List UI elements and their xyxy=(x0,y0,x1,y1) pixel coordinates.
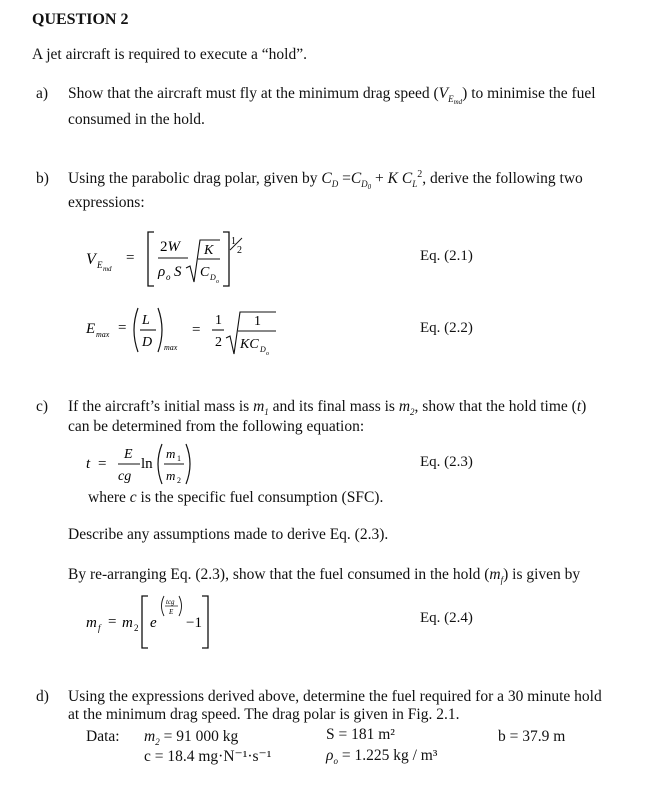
svg-text:1: 1 xyxy=(215,313,222,328)
t-symbol: t xyxy=(576,398,582,415)
svg-text:ρ: ρ xyxy=(158,264,166,280)
data-b: b = 37.9 m xyxy=(498,728,566,745)
v-symbol: V xyxy=(438,85,449,102)
part-a-label: a) xyxy=(36,85,49,102)
svg-text:L: L xyxy=(142,313,150,328)
part-c-text-post: , show that the hold time ( xyxy=(414,398,577,415)
data-rho: $\rho_o = 1.225$ kg / m³ xyxy=(326,747,438,766)
svg-text:2: 2 xyxy=(177,476,181,485)
equation-2-3 xyxy=(80,438,240,488)
svg-text:m: m xyxy=(166,446,176,461)
svg-text:2: 2 xyxy=(134,623,139,633)
svg-text:o: o xyxy=(266,351,269,357)
v-subscript: E xyxy=(448,94,454,104)
part-c-text-end: ) xyxy=(581,398,587,415)
svg-text:=: = xyxy=(108,614,117,630)
svg-text:S: S xyxy=(174,264,182,280)
rearrange-text-post: ) is given by xyxy=(503,566,581,583)
svg-text:o: o xyxy=(166,272,171,282)
data-label: Data: xyxy=(86,728,120,745)
part-c-line1 xyxy=(68,398,586,416)
part-c-label: c) xyxy=(36,398,49,415)
rearrange-line xyxy=(68,566,580,584)
part-b-label: b) xyxy=(36,170,49,187)
equation-2-1 xyxy=(80,226,270,292)
svg-text:1: 1 xyxy=(254,314,261,329)
svg-text:E: E xyxy=(124,447,133,462)
svg-text:=: = xyxy=(192,322,201,338)
svg-text:m: m xyxy=(86,615,97,631)
where-line xyxy=(88,489,383,507)
svg-text:cg: cg xyxy=(118,469,132,484)
part-b-text-post: , derive the following two xyxy=(422,170,583,187)
svg-text:2: 2 xyxy=(237,245,242,256)
svg-text:tcg: tcg xyxy=(166,598,175,606)
drag-polar-formula: $C_D =C_{D0} + K$ $C_L^2$ xyxy=(321,169,423,191)
mf-subscript: f xyxy=(500,575,504,585)
part-c-line2: can be determined from the following equation: xyxy=(68,418,365,435)
eq-2-4-ref: Eq. (2.4) xyxy=(420,610,473,626)
svg-text:f: f xyxy=(98,623,101,633)
eq-2-2-ref: Eq. (2.2) xyxy=(420,320,473,336)
svg-text:m: m xyxy=(166,468,176,483)
svg-text:o: o xyxy=(216,279,219,285)
svg-text:m: m xyxy=(122,615,133,631)
question-heading: QUESTION 2 xyxy=(32,11,129,28)
part-c-text-pre: If the aircraft’s initial mass is xyxy=(68,398,254,415)
data-s: S = 181 m² xyxy=(326,726,395,743)
svg-text:1: 1 xyxy=(177,454,181,463)
svg-text:e: e xyxy=(150,615,157,631)
equation-2-2 xyxy=(80,300,290,362)
m2-symbol: m xyxy=(398,398,411,415)
svg-text:E: E xyxy=(97,260,103,270)
m1-subscript: 1 xyxy=(264,407,269,417)
svg-text:=: = xyxy=(98,456,107,472)
mf-symbol: m xyxy=(489,566,501,583)
part-a-text-post: ) to minimise the fuel xyxy=(462,85,596,102)
part-d-line2: at the minimum drag speed. The drag polar is given in Fig. 2.1. xyxy=(68,706,460,723)
part-a-line1 xyxy=(68,85,596,106)
svg-text:=: = xyxy=(118,320,127,336)
svg-text:K: K xyxy=(204,243,214,258)
equation-2-4 xyxy=(80,590,230,652)
part-a-text-pre: Show that the aircraft must fly at the minimum drag speed ( xyxy=(68,85,439,102)
rearrange-text-pre: By re-arranging Eq. (2.3), show that the fuel consumed in the hold ( xyxy=(68,566,490,583)
data-c: c = 18.4 mg·N⁻¹·s⁻¹ xyxy=(144,748,272,765)
m1-symbol: m xyxy=(253,398,265,415)
svg-text:V: V xyxy=(86,251,96,268)
data-rho-value: = 1.225 kg / m³ xyxy=(341,747,438,764)
svg-text:D: D xyxy=(142,335,153,350)
svg-text:D: D xyxy=(210,273,216,282)
svg-text:t: t xyxy=(86,456,91,472)
part-d-label: d) xyxy=(36,688,49,705)
part-b-line2: expressions: xyxy=(68,194,145,211)
svg-text:E: E xyxy=(169,608,174,616)
assumptions-text: Describe any assumptions made to derive Eq. (2.3). xyxy=(68,526,389,543)
svg-text:−1: −1 xyxy=(186,615,202,631)
data-m2: $m_2 = 91$ 000 kg xyxy=(144,728,239,747)
m2-subscript: 2 xyxy=(410,407,415,417)
where-text-post: is the specific fuel consumption (SFC). xyxy=(136,489,384,506)
data-m2-value: = 91 000 kg xyxy=(163,728,239,745)
svg-text:E: E xyxy=(86,321,96,337)
svg-text:max: max xyxy=(164,343,178,352)
svg-text:ln: ln xyxy=(141,456,153,472)
svg-text:1: 1 xyxy=(231,236,236,247)
svg-text:2W: 2W xyxy=(160,239,180,255)
c-symbol: c xyxy=(129,489,137,506)
intro-text: A jet aircraft is required to execute a “hold”. xyxy=(32,46,307,63)
svg-text:md: md xyxy=(103,265,112,273)
eq-2-1-ref: Eq. (2.1) xyxy=(420,248,473,264)
part-a-line2: consumed in the hold. xyxy=(68,111,205,128)
svg-text:=: = xyxy=(126,250,135,266)
where-text-pre: where xyxy=(88,489,130,506)
part-b-line1 xyxy=(68,169,583,191)
part-c-text-mid: and its final mass is xyxy=(268,398,399,415)
part-b-text-pre: Using the parabolic drag polar, given by xyxy=(68,170,322,187)
v-subsubscript: md xyxy=(453,98,463,106)
svg-text:max: max xyxy=(96,330,110,339)
svg-text:2: 2 xyxy=(215,335,222,350)
eq-2-3-ref: Eq. (2.3) xyxy=(420,454,473,470)
svg-text:C: C xyxy=(200,265,210,280)
part-d-line1: Using the expressions derived above, determine the fuel required for a 30 minute hold xyxy=(68,688,602,705)
svg-text:KC: KC xyxy=(240,337,259,352)
svg-text:D: D xyxy=(260,345,266,354)
